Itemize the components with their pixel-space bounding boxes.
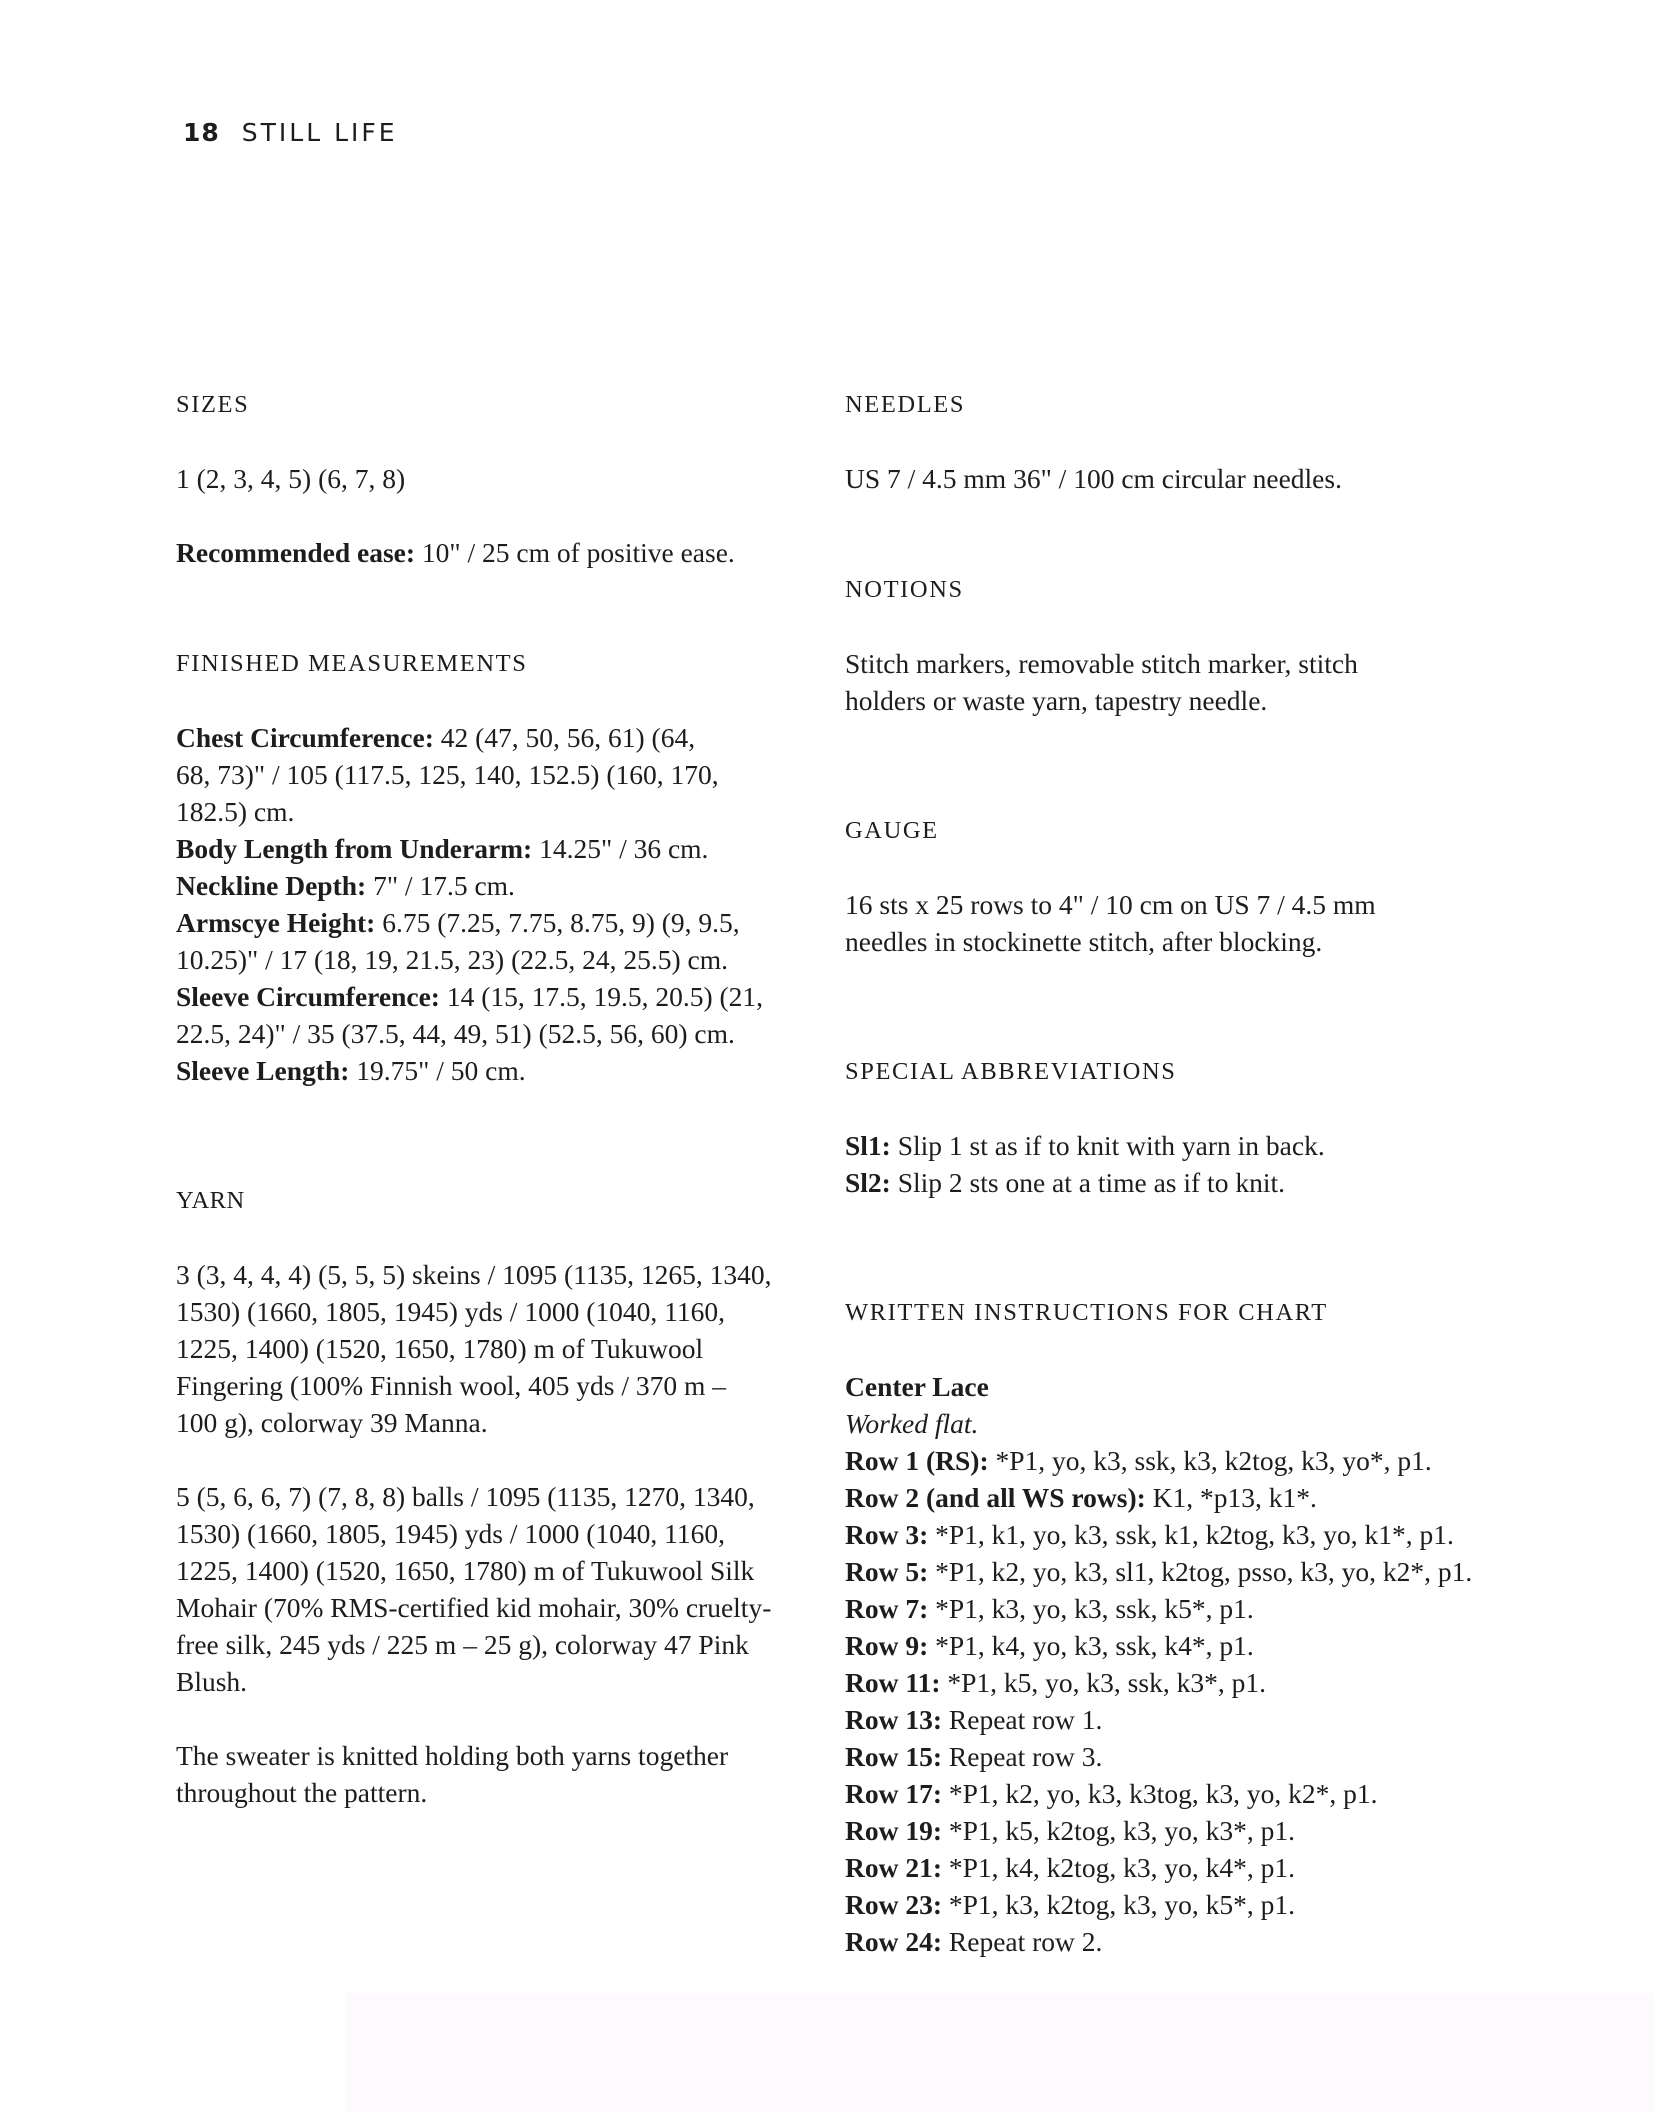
- measurement-text: 22.5, 24)" / 35 (37.5, 44, 49, 51) (52.5, 56, 60) cm.: [176, 1018, 735, 1049]
- row-text: *P1, yo, k3, ssk, k3, k2tog, k3, yo*, p1.: [988, 1445, 1432, 1476]
- chart-row: [845, 1775, 1515, 1812]
- yarn-paragraph-2: [176, 1478, 816, 1700]
- running-title: STILL LIFE: [241, 118, 398, 147]
- measurement-text: 14.25" / 36 cm.: [532, 833, 709, 864]
- measurement-text: 182.5) cm.: [176, 796, 295, 827]
- chart-row: [845, 1516, 1515, 1553]
- abbreviation-text: Slip 2 sts one at a time as if to knit.: [890, 1167, 1285, 1198]
- ease-label: Recommended ease:: [176, 537, 416, 568]
- abbreviation-label: Sl2:: [845, 1167, 891, 1198]
- needles-heading: NEEDLES: [845, 391, 966, 418]
- chart-row: [845, 1923, 1515, 1960]
- text-line: 5 (5, 6, 6, 7) (7, 8, 8) balls / 1095 (1135, 1270, 1340,: [176, 1481, 755, 1512]
- chart-row: [845, 1442, 1515, 1479]
- yarn-paragraph-3: [176, 1737, 816, 1811]
- text-line: Mohair (70% RMS-certified kid mohair, 30% cruelty-: [176, 1592, 772, 1623]
- text-line: needles in stockinette stitch, after blocking.: [845, 926, 1323, 957]
- row-label: Row 15:: [845, 1741, 943, 1772]
- measurement-sleeve-circumference: [176, 978, 816, 1052]
- chart-row: [845, 1627, 1515, 1664]
- row-label: Row 9:: [845, 1630, 929, 1661]
- center-lace-label: Center Lace: [845, 1371, 989, 1402]
- notions-section: [845, 571, 1515, 719]
- measurement-text: 10.25)" / 17 (18, 19, 21.5, 23) (22.5, 24, 25.5) cm.: [176, 944, 729, 975]
- row-text: *P1, k4, k2tog, k3, yo, k4*, p1.: [942, 1852, 1295, 1883]
- row-label: Row 1 (RS):: [845, 1445, 989, 1476]
- measurement-label: Body Length from Underarm:: [176, 833, 533, 864]
- chart-row: [845, 1664, 1515, 1701]
- row-text: *P1, k5, yo, k3, ssk, k3*, p1.: [940, 1667, 1266, 1698]
- row-label: Row 21:: [845, 1852, 943, 1883]
- text-line: 3 (3, 4, 4, 4) (5, 5, 5) skeins / 1095 (1135, 1265, 1340,: [176, 1259, 772, 1290]
- row-text: *P1, k1, yo, k3, ssk, k1, k2tog, k3, yo, k1*, p1.: [928, 1519, 1454, 1550]
- text-line: throughout the pattern.: [176, 1777, 428, 1808]
- text-line: 1225, 1400) (1520, 1650, 1780) m of Tukuwool Silk: [176, 1555, 755, 1586]
- row-text: K1, *p13, k1*.: [1145, 1482, 1317, 1513]
- abbreviation-sl2: [845, 1164, 1515, 1201]
- text-line: Blush.: [176, 1666, 248, 1697]
- worked-flat-note: Worked flat.: [845, 1408, 979, 1439]
- measurement-label: Neckline Depth:: [176, 870, 367, 901]
- row-text: Repeat row 1.: [942, 1704, 1103, 1735]
- chart-row: [845, 1849, 1515, 1886]
- text-line: 16 sts x 25 rows to 4" / 10 cm on US 7 / 4.5 mm: [845, 889, 1376, 920]
- row-label: Row 11:: [845, 1667, 941, 1698]
- text-line: 1225, 1400) (1520, 1650, 1780) m of Tukuwool: [176, 1333, 704, 1364]
- row-label: Row 24:: [845, 1926, 943, 1957]
- notions-text: [845, 645, 1515, 719]
- abbreviations-heading: SPECIAL ABBREVIATIONS: [845, 1058, 1177, 1085]
- sizes-values: 1 (2, 3, 4, 5) (6, 7, 8): [176, 463, 406, 494]
- gauge-text: [845, 886, 1515, 960]
- sizes-section: [176, 386, 816, 571]
- chart-note: [845, 1405, 1515, 1442]
- chart-row: [845, 1738, 1515, 1775]
- row-text: *P1, k3, k2tog, k3, yo, k5*, p1.: [942, 1889, 1295, 1920]
- text-line: 1530) (1660, 1805, 1945) yds / 1000 (1040, 1160,: [176, 1296, 725, 1327]
- needles-section: [845, 386, 1515, 497]
- text-line: holders or waste yarn, tapestry needle.: [845, 685, 1268, 716]
- needles-text: US 7 / 4.5 mm 36" / 100 cm circular needles.: [845, 463, 1342, 494]
- row-label: Row 13:: [845, 1704, 943, 1735]
- page-number: 18: [183, 118, 220, 147]
- abbreviation-label: Sl1:: [845, 1130, 891, 1161]
- finished-measurements-heading: FINISHED MEASUREMENTS: [176, 650, 528, 677]
- measurement-text: 68, 73)" / 105 (117.5, 125, 140, 152.5) (160, 170,: [176, 759, 719, 790]
- chart-row: [845, 1886, 1515, 1923]
- measurement-label: Sleeve Circumference:: [176, 981, 440, 1012]
- right-column: [845, 386, 1515, 1960]
- measurement-text: 19.75" / 50 cm.: [349, 1055, 526, 1086]
- yarn-paragraph-1: [176, 1256, 816, 1441]
- row-label: Row 23:: [845, 1889, 943, 1920]
- abbreviations-section: [845, 1053, 1515, 1201]
- chart-row: [845, 1553, 1515, 1590]
- abbreviation-sl1: [845, 1127, 1515, 1164]
- measurement-label: Armscye Height:: [176, 907, 376, 938]
- row-text: *P1, k2, yo, k3, k3tog, k3, yo, k2*, p1.: [942, 1778, 1378, 1809]
- row-text: Repeat row 2.: [942, 1926, 1103, 1957]
- measurement-armscye: [176, 904, 816, 978]
- chart-row: [845, 1590, 1515, 1627]
- measurement-sleeve-length: [176, 1052, 816, 1089]
- row-label: Row 19:: [845, 1815, 943, 1846]
- row-label: Row 17:: [845, 1778, 943, 1809]
- measurement-label: Chest Circumference:: [176, 722, 434, 753]
- row-text: *P1, k3, yo, k3, ssk, k5*, p1.: [928, 1593, 1254, 1624]
- row-text: *P1, k2, yo, k3, sl1, k2tog, psso, k3, yo, k2*, p1.: [928, 1556, 1473, 1587]
- row-label: Row 3:: [845, 1519, 929, 1550]
- measurement-text: 7" / 17.5 cm.: [366, 870, 515, 901]
- chart-row: [845, 1701, 1515, 1738]
- row-label: Row 5:: [845, 1556, 929, 1587]
- chart-row: [845, 1479, 1515, 1516]
- measurement-text: 6.75 (7.25, 7.75, 8.75, 9) (9, 9.5,: [375, 907, 740, 938]
- text-line: Fingering (100% Finnish wool, 405 yds / 370 m –: [176, 1370, 727, 1401]
- running-header: [183, 118, 398, 147]
- row-label: Row 7:: [845, 1593, 929, 1624]
- text-line: 1530) (1660, 1805, 1945) yds / 1000 (1040, 1160,: [176, 1518, 725, 1549]
- measurement-chest: [176, 719, 816, 830]
- measurement-text: 42 (47, 50, 56, 61) (64,: [433, 722, 696, 753]
- ease-value: 10" / 25 cm of positive ease.: [415, 537, 735, 568]
- row-text: *P1, k5, k2tog, k3, yo, k3*, p1.: [942, 1815, 1295, 1846]
- row-label: Row 2 (and all WS rows):: [845, 1482, 1146, 1513]
- text-line: Stitch markers, removable stitch marker, stitch: [845, 648, 1358, 679]
- gauge-heading: GAUGE: [845, 817, 939, 844]
- chart-instructions-heading: WRITTEN INSTRUCTIONS FOR CHART: [845, 1299, 1328, 1326]
- recommended-ease: [176, 534, 816, 571]
- sizes-heading: SIZES: [176, 391, 250, 418]
- chart-subtitle: [845, 1368, 1515, 1405]
- abbreviation-text: Slip 1 st as if to knit with yarn in back.: [890, 1130, 1325, 1161]
- text-line: 100 g), colorway 39 Manna.: [176, 1407, 488, 1438]
- measurement-body-length: [176, 830, 816, 867]
- notions-heading: NOTIONS: [845, 576, 964, 603]
- footer-band: [345, 1993, 1654, 2112]
- left-column: [176, 386, 816, 1811]
- yarn-heading: YARN: [176, 1187, 245, 1214]
- yarn-section: [176, 1182, 816, 1811]
- gauge-section: [845, 812, 1515, 960]
- measurement-text: 14 (15, 17.5, 19.5, 20.5) (21,: [439, 981, 764, 1012]
- measurement-neckline: [176, 867, 816, 904]
- row-text: Repeat row 3.: [942, 1741, 1103, 1772]
- measurement-label: Sleeve Length:: [176, 1055, 350, 1086]
- finished-measurements-section: [176, 645, 816, 1089]
- text-line: free silk, 245 yds / 225 m – 25 g), colorway 47 Pink: [176, 1629, 749, 1660]
- chart-row: [845, 1812, 1515, 1849]
- chart-instructions-section: [845, 1294, 1515, 1960]
- row-text: *P1, k4, yo, k3, ssk, k4*, p1.: [928, 1630, 1254, 1661]
- text-line: The sweater is knitted holding both yarns together: [176, 1740, 729, 1771]
